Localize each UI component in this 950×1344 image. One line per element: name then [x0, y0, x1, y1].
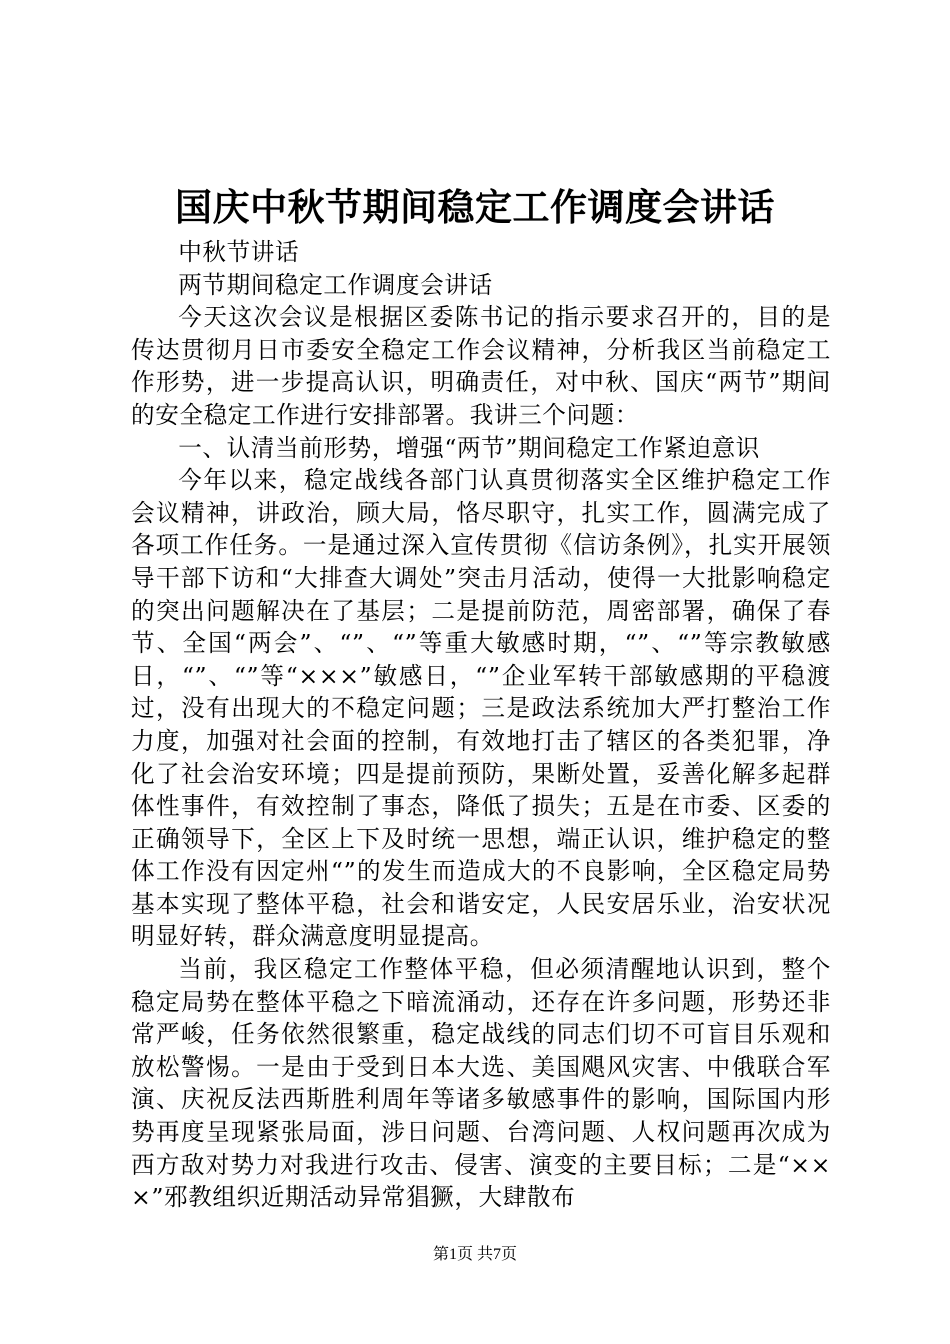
document-body: [131, 236, 831, 1214]
paragraph-achievements: 今年以来，稳定战线各部门认真贯彻落实全区维护稳定工作会议精神，讲政治，顾大局，恪尽职守，扎实工作，圆满完成了各项工作任务。一是通过深入宣传贯彻《信访条例》，扎实开展领导干部下访和“大排查大调处”突击月活动，使得一大批影响稳定的突出问题解决在了基层；二是提前防范，周密部署，确保了春节、全国“两会”、“”、“”等重大敏感时期，“”、“”等宗教敏感日，“”、“”等“×××”敏感日，“”企业军转干部敏感期的平稳渡过，没有出现大的不稳定问题；三是政法系统加大严打整治工作力度，加强对社会面的控制，有效地打击了辖区的各类犯罪，净化了社会治安环境；四是提前预防，果断处置，妥善化解多起群体性事件，有效控制了事态，降低了损失；五是在市委、区委的正确领导下，全区上下及时统一思想，端正认识，维护稳定的整体工作没有因定州“”的发生而造成大的不良影响，全区稳定局势基本实现了整体平稳，社会和谐安定，人民安居乐业，治安状况明显好转，群众满意度明显提高。: [131, 466, 831, 951]
paragraph-subtitle-2: 两节期间稳定工作调度会讲话: [178, 270, 493, 299]
document-title: 国庆中秋节期间稳定工作调度会讲话: [175, 185, 775, 229]
section-heading-1: 一、认清当前形势，增强“两节”期间稳定工作紧迫意识: [178, 433, 760, 462]
paragraph-intro: 今天这次会议是根据区委陈书记的指示要求召开的，目的是传达贯彻月日市委安全稳定工作会议精神，分析我区当前稳定工作形势，进一步提高认识，明确责任，对中秋、国庆“两节”期间的安全稳定工作进行安排部署。我讲三个问题：: [131, 303, 831, 429]
page-number-footer: 第1页 共7页: [432, 1246, 517, 1263]
paragraph-subtitle-1: 中秋节讲话: [178, 238, 300, 266]
paragraph-current-situation: 当前，我区稳定工作整体平稳，但必须清醒地认识到，整个稳定局势在整体平稳之下暗流涌动，还存在许多问题，形势还非常严峻，任务依然很繁重，稳定战线的同志们切不可盲目乐观和放松警惕。一是由于受到日本大选、美国飓风灾害、中俄联合军演、庆祝反法西斯胜利周年等诸多敏感事件的影响，国际国内形势再度呈现紧张局面，涉日问题、台湾问题、人权问题再次成为西方敌对势力对我进行攻击、侵害、演变的主要目标；二是“×××”邪教组织近期活动异常猖獗，大肆散布: [131, 955, 831, 1212]
